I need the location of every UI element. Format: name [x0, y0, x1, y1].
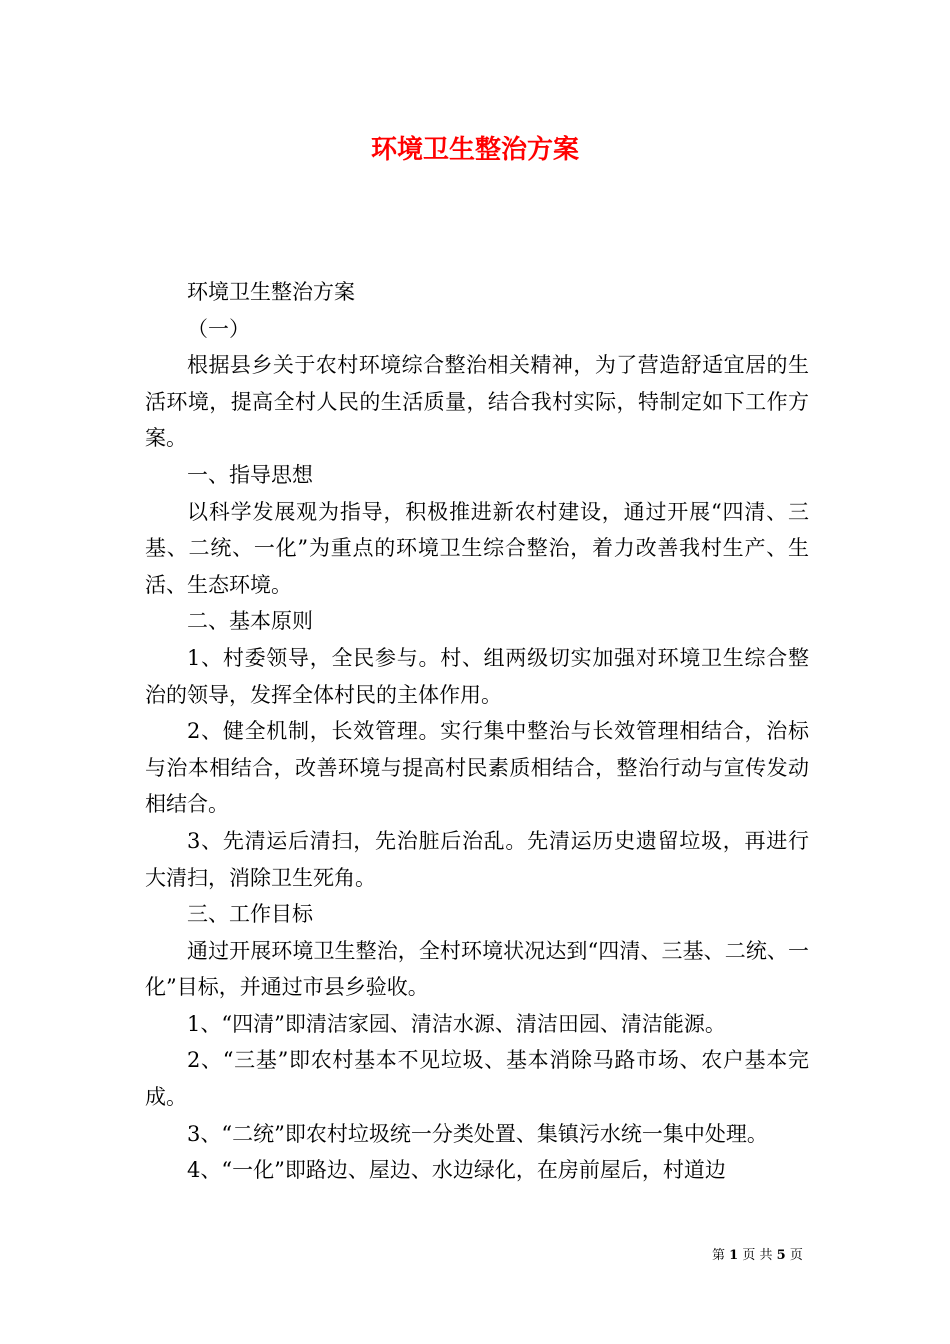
paragraph: 根据县乡关于农村环境综合整治相关精神，为了营造舒适宜居的生活环境，提高全村人民的生活质量，结合我村实际，特制定如下工作方案。	[145, 353, 809, 451]
paragraph: 通过开展环境卫生整治，全村环境状况达到“四清、三基、二统、一化”目标，并通过市县乡验收。	[145, 938, 809, 1000]
list-item: 1、村委领导，全民参与。村、组两级切实加强对环境卫生综合整治的领导，发挥全体村民的主体作用。	[145, 645, 809, 707]
list-item: 2、“三基”即农村基本不见垃圾、基本消除马路市场、农户基本完成。	[145, 1048, 809, 1110]
page-prefix: 第	[712, 1248, 726, 1263]
page-middle: 页 共	[742, 1248, 773, 1263]
list-item: 3、“二统”即农村垃圾统一分类处置、集镇污水统一集中处理。	[187, 1121, 768, 1146]
paragraph: 以科学发展观为指导，积极推进新农村建设，通过开展“四清、三基、二统、一化”为重点的环境卫生综合整治，着力改善我村生产、生活、生态环境。	[145, 499, 809, 597]
paragraph: （一）	[187, 316, 250, 341]
page-suffix: 页	[789, 1248, 803, 1263]
section-heading: 二、基本原则	[187, 609, 313, 634]
total-pages: 5	[776, 1248, 786, 1263]
section-heading: 三、工作目标	[187, 902, 313, 927]
list-item: 4、“一化”即路边、屋边、水边绿化，在房前屋后，村道边	[187, 1158, 726, 1183]
page-number-footer	[712, 1247, 812, 1265]
list-item: 3、先清运后清扫，先治脏后治乱。先清运历史遗留垃圾，再进行大清扫，消除卫生死角。	[145, 828, 809, 890]
list-item: 1、“四清”即清洁家园、清洁水源、清洁田园、清洁能源。	[187, 1011, 726, 1036]
document-title: 环境卫生整治方案	[370, 135, 579, 165]
document-body	[145, 274, 809, 1189]
current-page: 1	[729, 1248, 739, 1263]
section-heading: 一、指导思想	[187, 462, 313, 487]
list-item: 2、健全机制，长效管理。实行集中整治与长效管理相结合，治标与治本相结合，改善环境与提高村民素质相结合，整治行动与宣传发动相结合。	[145, 719, 809, 817]
paragraph: 环境卫生整治方案	[187, 280, 355, 304]
